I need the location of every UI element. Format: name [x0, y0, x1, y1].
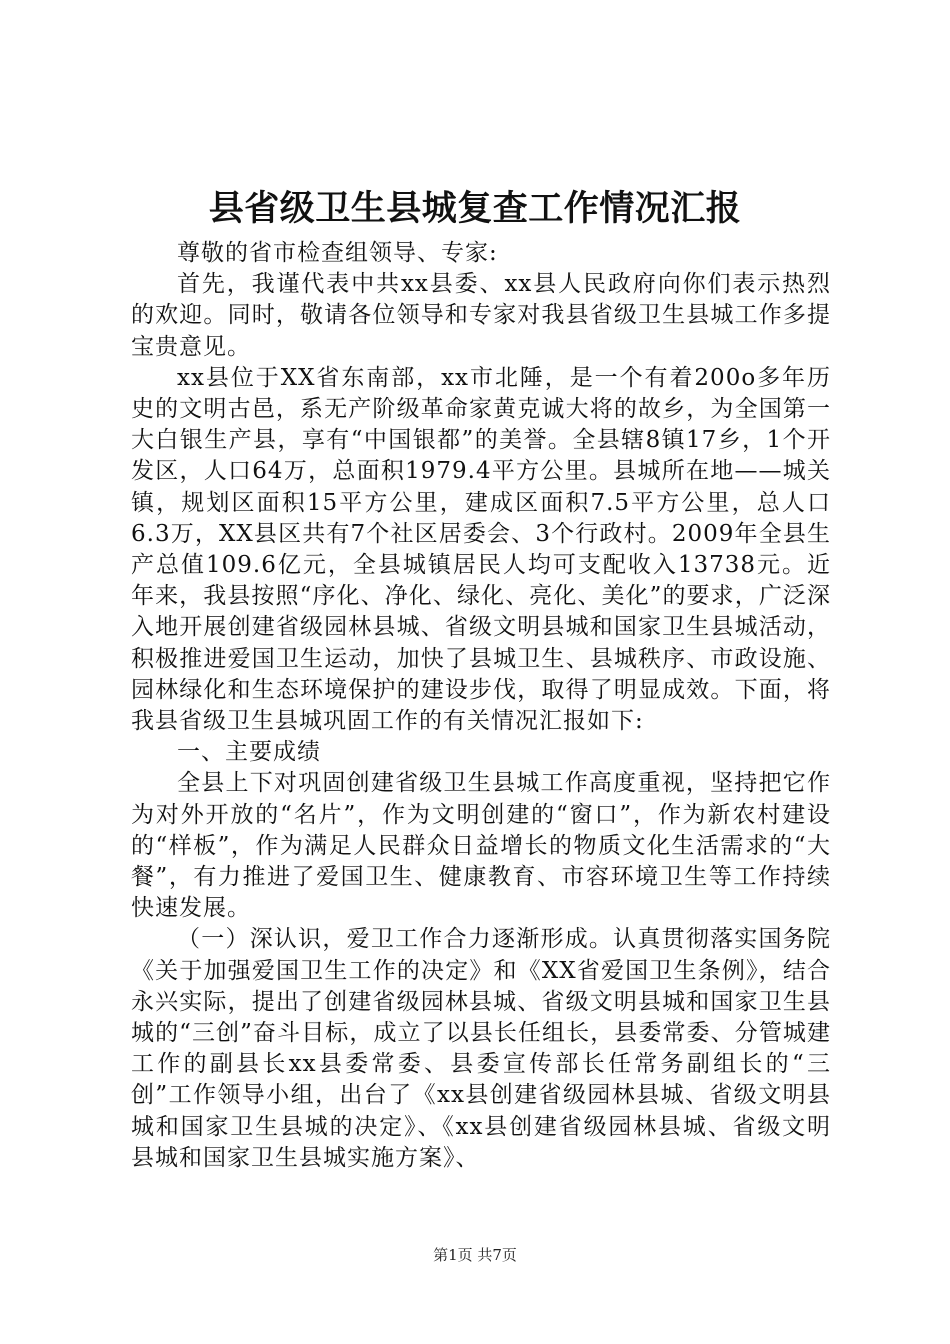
achievements-paragraph: 全县上下对巩固创建省级卫生县城工作高度重视，坚持把它作为对外开放的“名片”，作为文明创建的“窗口”，作为新农村建设的“样板”，作为满足人民群众日益增长的物质文化生活需求的“大餐”，有力推进了爱国卫生、健康教育、市容环境卫生等工作持续快速发展。: [131, 770, 831, 922]
page-number-footer: 第1页 共7页: [433, 1246, 517, 1264]
subsection-paragraph: （一）深认识，爱卫工作合力逐渐形成。认真贯彻落实国务院《关于加强爱国卫生工作的决定》和《XX省爱国卫生条例》，结合永兴实际，提出了创建省级园林县城、省级文明县城和国家卫生县城的“三创”奋斗目标，成立了以县长任组长，县委常委、分管城建工作的副县长xx县委常委、县委宣传部长任常务副组长的“三创”工作领导小组，出台了《xx县创建省级园林县城、省级文明县城和国家卫生县城的决定》、《xx县创建省级园林县城、省级文明县城和国家卫生县城实施方案》、: [131, 926, 831, 1171]
document-title: 县省级卫生县城复查工作情况汇报: [208, 188, 742, 229]
county-overview-paragraph: xx县位于XX省东南部，xx市北陲，是一个有着200o多年历史的文明古邑，系无产阶级革命家黄克诚大将的故乡，为全国第一大白银生产县，享有“中国银都”的美誉。全县辖8镇17乡，1个开发区，人口64万，总面积1979.4平方公里。县城所在地——城关镇，规划区面积15平方公里，建成区面积7.5平方公里，总人口6.3万，XX县区共有7个社区居委会、3个行政村。2009年全县生产总值109.6亿元，全县城镇居民人均可支配收入13738元。近年来，我县按照“序化、净化、绿化、亮化、美化”的要求，广泛深入地开展创建省级园林县城、省级文明县城和国家卫生县城活动，积极推进爱国卫生运动，加快了县城卫生、县城秩序、市政设施、园林绿化和生态环境保护的建设步伐，取得了明显成效。下面，将我县省级卫生县城巩固工作的有关情况汇报如下:: [131, 364, 831, 735]
welcome-paragraph: 首先，我谨代表中共xx县委、xx县人民政府向你们表示热烈的欢迎。同时，敬请各位领导和专家对我县省级卫生县城工作多提宝贵意见。: [131, 271, 831, 360]
salutation-paragraph: 尊敬的省市检查组领导、专家:: [177, 240, 498, 266]
section-heading: 一、主要成绩: [177, 739, 321, 766]
document-body: [131, 238, 831, 1174]
